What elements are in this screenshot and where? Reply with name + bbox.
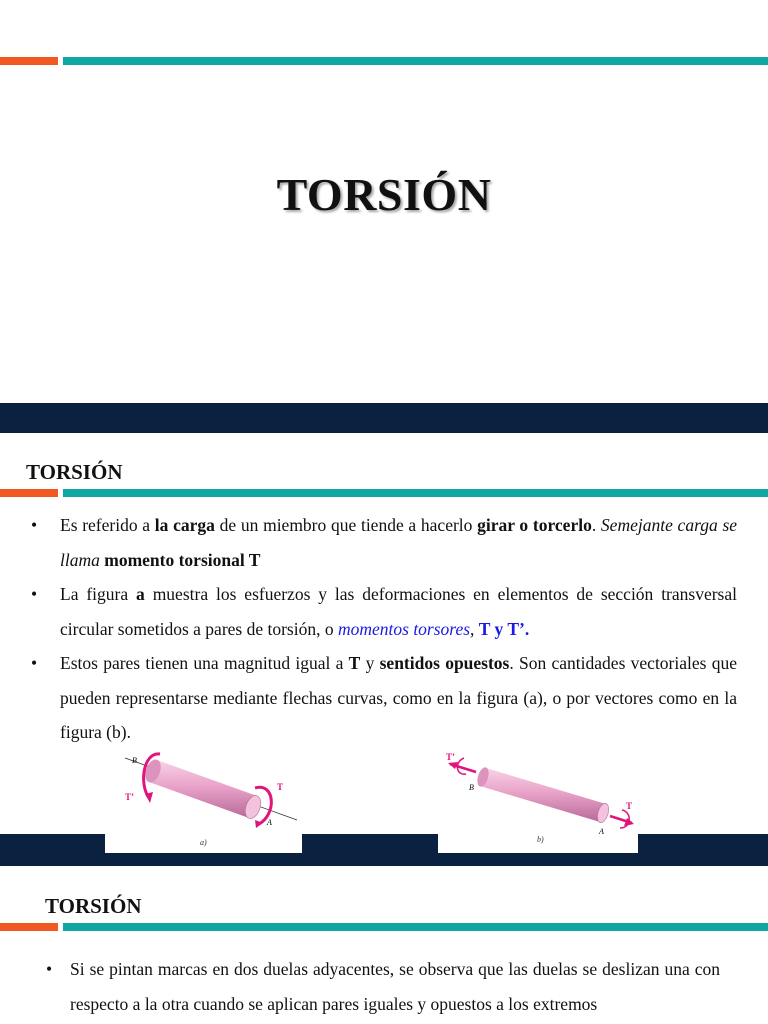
figure-caption: a) xyxy=(200,838,207,847)
accent-strip-orange xyxy=(0,923,58,931)
accent-strip-orange xyxy=(0,57,58,65)
accent-strip-teal xyxy=(63,923,768,931)
shaft xyxy=(149,760,257,818)
figure-caption: b) xyxy=(537,835,544,844)
slide-title: TORSIÓN xyxy=(276,169,492,220)
label-t: T xyxy=(277,782,284,792)
slide-divider-band xyxy=(0,403,768,433)
label-b: B xyxy=(132,756,137,765)
torsion-diagram-b xyxy=(438,748,638,853)
bullet-list xyxy=(46,952,720,1021)
bullet-item: • Si se pintan marcas en dos duelas adyacentes, se observa que las duelas se deslizan una con respecto a la otra cuando se aplican pares iguales y opuestos a los extremos xyxy=(46,959,720,1014)
label-tprime: T’ xyxy=(446,752,455,762)
label-b: B xyxy=(469,783,474,792)
label-tprime: T’ xyxy=(125,792,134,802)
bullet-item: • La figura a muestra los esfuerzos y las deformaciones en elementos de sección transversal circular sometidos a pares de torsión, o momentos torsores, T y T’. xyxy=(31,584,738,639)
shaft xyxy=(480,768,606,822)
slide-heading: TORSIÓN xyxy=(26,460,123,484)
bullet-item: • Es referido a la carga de un miembro que tiende a hacerlo girar o torcerlo. Semejante carga se llama momento torsional T xyxy=(31,515,738,570)
label-a: A xyxy=(267,818,272,827)
figure-b-panel xyxy=(438,748,638,853)
label-t: T xyxy=(626,801,633,811)
accent-strip-teal xyxy=(63,489,768,497)
torsion-diagram-a xyxy=(105,748,302,853)
label-a: A xyxy=(599,827,604,836)
arrowhead xyxy=(448,762,458,769)
slide-heading: TORSIÓN xyxy=(45,894,142,918)
figure-a-panel xyxy=(105,748,302,853)
bullet-list xyxy=(31,508,738,750)
accent-strip-teal xyxy=(63,57,768,65)
bullet-item: • Estos pares tienen una magnitud igual a T y sentidos opuestos. Son cantidades vectoriales que pueden representarse mediante flechas curvas, como en la figura (a), o por vectores como en la figura (b). xyxy=(31,653,737,742)
accent-strip-orange xyxy=(0,489,58,497)
